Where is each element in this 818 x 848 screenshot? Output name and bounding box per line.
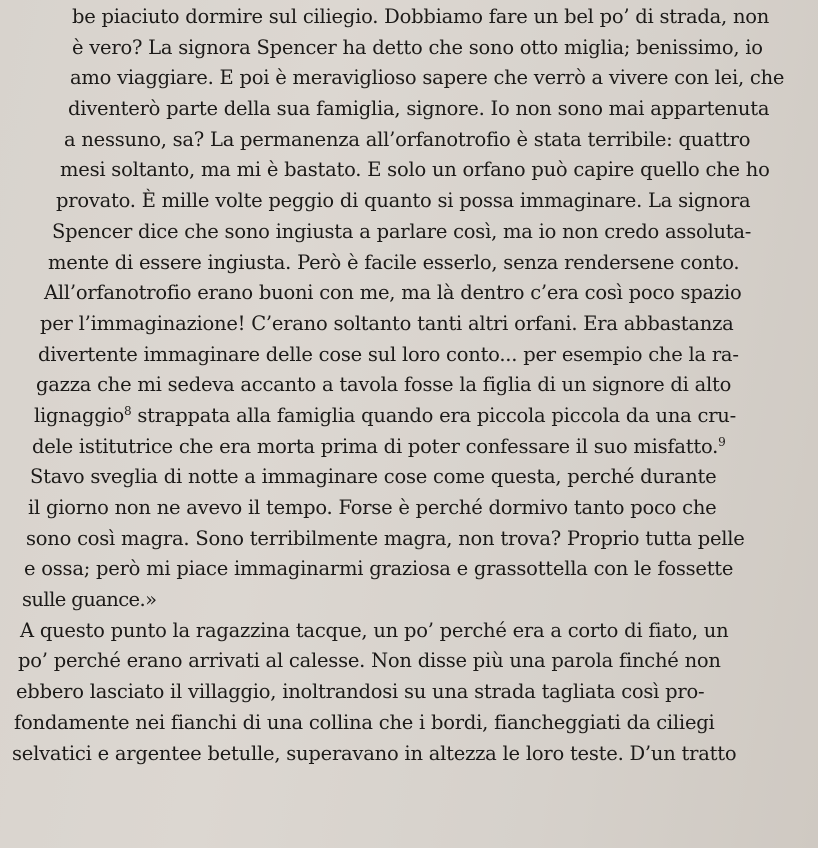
text-line: All’orfanotrofio erano buoni con me, ma là dentro c’era così poco spazio (44, 281, 742, 305)
text-segment: dele istitutrice che era morta prima di poter confessare il suo misfatto. (32, 434, 719, 458)
text-line: mente di essere ingiusta. Però è facile esserlo, senza rendersene conto. (48, 250, 740, 274)
text-line: selvatici e argentee betulle, superavano in altezza le loro teste. D’un tratto (12, 741, 737, 765)
text-line: per l’immaginazione! C’erano soltanto tanti altri orfani. Era abbastanza (40, 311, 734, 335)
text-line: il giorno non ne avevo il tempo. Forse è perché dormivo tanto poco che (28, 496, 717, 519)
text-line: mesi soltanto, ma mi è bastato. E solo un orfano può capire quello che ho (60, 158, 770, 182)
text-segment: lignaggio (34, 403, 124, 427)
body-text (0, 2, 818, 769)
text-line: Spencer dice che sono ingiusta a parlare così, ma io non credo assoluta- (52, 219, 752, 243)
text-line: a nessuno, sa? La permanenza all’orfanotrofio è stata terribile: quattro (64, 127, 751, 151)
text-line (0, 401, 818, 432)
text-line: provato. È mille volte peggio di quanto si possa immaginare. La signora (56, 189, 751, 213)
text-line: sono così magra. Sono terribilmente magra, non trova? Proprio tutta pelle (26, 526, 745, 550)
text-line: A questo punto la ragazzina tacque, un po’ perché era a corto di fiato, un (20, 618, 729, 642)
text-line: ebbero lasciato il villaggio, inoltrandosi su una strada tagliata così pro- (16, 680, 705, 704)
text-line: è vero? La signora Spencer ha detto che sono otto miglia; benissimo, io (72, 35, 763, 59)
text-line: Stavo sveglia di notte a immaginare cose come questa, perché durante (30, 465, 717, 489)
text-line: fondamente nei fianchi di una collina che i bordi, fiancheggiati da ciliegi (14, 710, 715, 734)
text-line: divertente immaginare delle cose sul loro conto... per esempio che la ra- (38, 342, 739, 366)
text-line: po’ perché erano arrivati al calesse. Non disse più una parola finché non (18, 649, 721, 673)
text-line: e ossa; però mi piace immaginarmi graziosa e grassottella con le fossette (24, 557, 734, 581)
footnote-ref-8: 8 (124, 403, 132, 418)
text-line: be piaciuto dormire sul ciliegio. Dobbiamo fare un bel po’ di strada, non (72, 5, 770, 28)
text-line: amo viaggiare. E poi è meraviglioso sapere che verrò a vivere con lei, che (70, 66, 785, 90)
text-line: sulle guance.» (22, 588, 157, 612)
text-line: diventerò parte della sua famiglia, signore. Io non sono mai appartenuta (68, 97, 770, 121)
text-segment: strappata alla famiglia quando era piccola piccola da una cru- (137, 403, 736, 427)
text-line (0, 432, 818, 463)
footnote-ref-9: 9 (718, 434, 726, 449)
text-line: gazza che mi sedeva accanto a tavola fosse la figlia di un signore di alto (36, 373, 732, 397)
